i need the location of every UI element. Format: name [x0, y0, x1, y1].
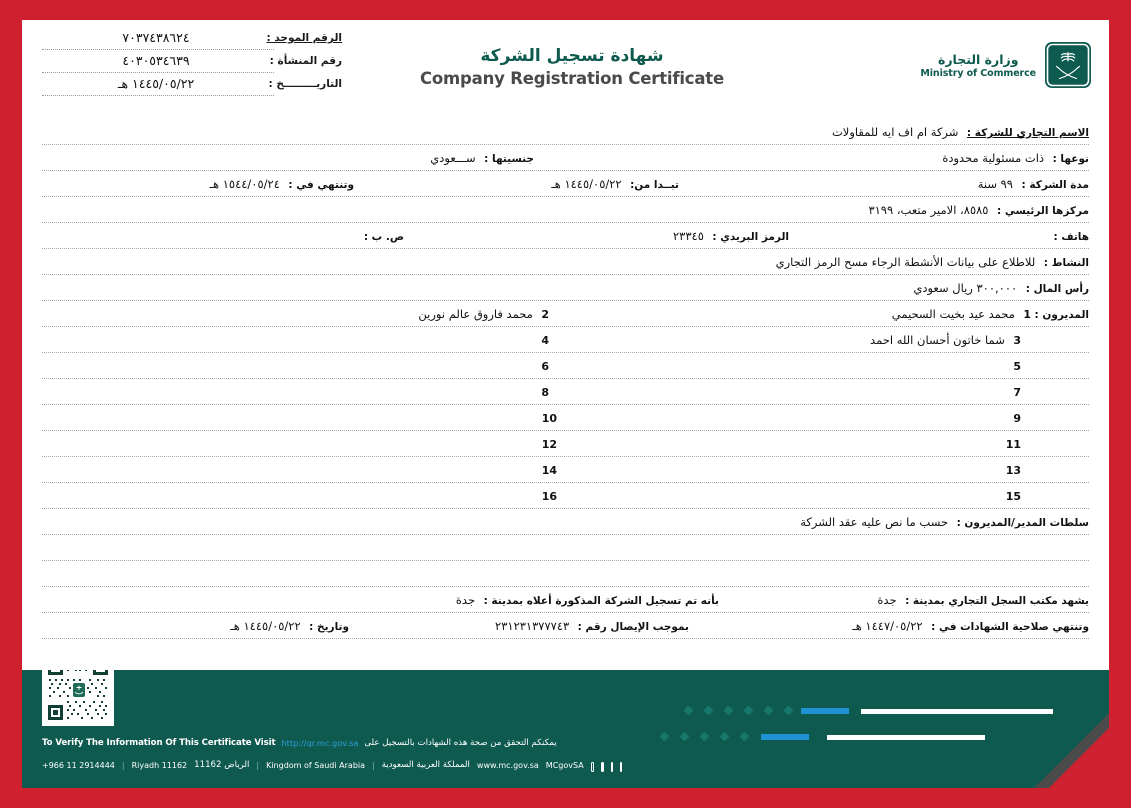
receipt-date-field — [225, 619, 349, 633]
manager-name — [532, 463, 542, 477]
headquarters-label: مركزها الرئيسي : — [996, 205, 1089, 217]
dotted-rule — [42, 534, 1089, 535]
managers-field-9 — [1003, 411, 1021, 425]
headquarters-value: ٨٥٨٥، الامير متعب، ٣١٩٩ — [868, 203, 989, 217]
divider: | — [121, 760, 125, 770]
manager-number: 6 — [541, 360, 549, 373]
issue-date-value: ١٤٤٥/٠٥/٢٢ هـ — [117, 76, 195, 91]
diamond-shape — [724, 706, 734, 716]
footer-website[interactable]: www.mc.gov.sa — [476, 760, 539, 770]
manager-number: 15 — [1005, 490, 1021, 503]
footer-verify-line — [42, 738, 602, 748]
header-reference-fields — [42, 32, 342, 101]
capital-field — [908, 281, 1089, 295]
capital-label: رأس المال : — [1025, 283, 1089, 295]
page-corner-fold — [1049, 728, 1109, 788]
manager-powers-label: سلطات المدير/المديرون : — [956, 517, 1089, 529]
start-date-value: ١٤٤٥/٠٥/٢٢ هـ — [551, 177, 622, 191]
expiry-value: ١٤٤٧/٠٥/٢٢ هـ — [852, 619, 923, 633]
manager-number: 16 — [541, 490, 557, 503]
dotted-rule — [42, 170, 1089, 171]
attestation-office-field — [872, 593, 1089, 607]
trade-name-field — [827, 125, 1089, 139]
activity-label: النشاط : — [1043, 257, 1089, 269]
row-trade-name — [22, 124, 1109, 150]
company-type-value: ذات مسئولية محدودة — [942, 151, 1045, 165]
manager-name — [996, 437, 1006, 451]
manager-number: 14 — [541, 464, 557, 477]
dotted-rule — [42, 274, 1089, 275]
nationality-label: جنسيتها : — [484, 153, 534, 165]
title-english: Company Registration Certificate — [420, 69, 724, 88]
activity-value: للاطلاع على بيانات الأنشطة الرجاء مسح الرمز التجاري — [775, 255, 1036, 269]
phone-value — [1043, 229, 1053, 243]
youtube-icon[interactable] — [620, 762, 622, 772]
manager-number: 8 — [541, 386, 549, 399]
attestation-statement-field — [451, 593, 719, 607]
manager-name — [1003, 359, 1013, 373]
row-manager-powers — [22, 514, 1109, 540]
manager-number: 4 — [541, 334, 549, 347]
dotted-rule — [42, 326, 1089, 327]
facebook-icon[interactable] — [601, 762, 603, 772]
diamond-shape — [700, 732, 710, 742]
managers-label: المديرون : — [1034, 309, 1089, 321]
twitter-icon[interactable] — [611, 762, 613, 772]
dotted-rule — [42, 456, 1089, 457]
dotted-rule — [42, 72, 274, 73]
footer-country-english: Kingdom of Saudi Arabia — [266, 760, 366, 770]
row-managers-2 — [22, 332, 1109, 358]
manager-name: محمد عيد بخيت السحيمي — [891, 307, 1015, 321]
dotted-rule — [42, 612, 1089, 613]
footer-city-english: Riyadh 11162 — [131, 760, 188, 770]
row-expiry-receipt — [22, 618, 1109, 644]
manager-number: 2 — [541, 308, 549, 321]
footer-decoration — [649, 698, 1069, 758]
row-managers-5 — [22, 410, 1109, 436]
dotted-rule — [42, 378, 1089, 379]
manager-name — [532, 437, 542, 451]
managers-field-10 — [532, 411, 557, 425]
header-field-entity-number — [42, 55, 342, 78]
manager-name — [1003, 385, 1013, 399]
managers-field-3 — [865, 333, 1021, 347]
footer-contact-line — [42, 760, 622, 770]
row-managers-4 — [22, 384, 1109, 410]
managers-field-11 — [996, 437, 1021, 451]
blue-bar — [801, 708, 849, 714]
diamond-shape — [740, 732, 750, 742]
manager-number: 9 — [1013, 412, 1021, 425]
company-type-field — [937, 151, 1089, 165]
managers-field-5 — [1003, 359, 1021, 373]
manager-powers-value: حسب ما نص عليه عقد الشركة — [800, 515, 949, 529]
dotted-rule — [42, 49, 274, 50]
manager-powers-field — [795, 515, 1089, 529]
managers-field-7 — [1003, 385, 1021, 399]
row-spacer-2 — [22, 566, 1109, 592]
qr-code-image — [45, 670, 111, 723]
diamond-shape — [784, 706, 794, 716]
row-managers-1 — [22, 306, 1109, 332]
attestation-office-city: جدة — [877, 593, 897, 607]
dotted-rule — [42, 482, 1089, 483]
managers-field-8 — [531, 385, 549, 399]
unified-number-value: ٧٠٣٧٤٣٨٦٢٤ — [122, 30, 190, 45]
certificate-sheet — [22, 20, 1109, 788]
end-date-value: ١٥٤٤/٠٥/٢٤ هـ — [209, 177, 280, 191]
header-field-date — [42, 78, 342, 101]
ministry-name-english: Ministry of Commerce — [920, 67, 1036, 79]
certificate-body — [22, 124, 1109, 644]
manager-name — [531, 333, 541, 347]
activity-field — [771, 255, 1089, 269]
diamond-shape — [744, 706, 754, 716]
duration-field — [973, 177, 1089, 191]
dotted-rule — [42, 430, 1089, 431]
row-attestation — [22, 592, 1109, 618]
managers-field-12 — [532, 437, 557, 451]
row-capital — [22, 280, 1109, 306]
phone-label: هاتف : — [1053, 231, 1089, 243]
dotted-rule — [42, 638, 1089, 639]
row-duration — [22, 176, 1109, 202]
manager-number: 7 — [1013, 386, 1021, 399]
manager-name: محمد فاروق عالم نورين — [418, 307, 533, 321]
expiry-label: وتنتهي صلاحية الشهادات في : — [931, 621, 1089, 633]
dotted-rule — [42, 222, 1089, 223]
row-managers-8 — [22, 488, 1109, 514]
row-managers-6 — [22, 436, 1109, 462]
receipt-date-label: وتاريخ : — [309, 621, 349, 633]
row-activity — [22, 254, 1109, 280]
end-date-field — [205, 177, 354, 191]
title-arabic: شهادة تسجيل الشركة — [480, 46, 664, 66]
instagram-icon[interactable] — [591, 762, 595, 772]
diamond-shape — [660, 732, 670, 742]
managers-field-16 — [532, 489, 557, 503]
dotted-rule — [42, 586, 1089, 587]
receipt-label: بموجب الإيصال رقم : — [577, 621, 689, 633]
postal-code-label: الرمز البريدي : — [712, 231, 789, 243]
dotted-rule — [42, 404, 1089, 405]
manager-name — [532, 489, 542, 503]
diamond-shape — [684, 706, 694, 716]
row-managers-7 — [22, 462, 1109, 488]
certificate-footer — [22, 670, 1109, 788]
white-bar — [827, 735, 985, 740]
company-type-label: نوعها : — [1052, 153, 1089, 165]
ministry-name — [920, 52, 1036, 79]
duration-label: مدة الشركة : — [1021, 179, 1089, 191]
attestation-office-label: يشهد مكتب السجل التجاري بمدينة : — [905, 595, 1089, 607]
diamond-shape — [764, 706, 774, 716]
row-managers-3 — [22, 358, 1109, 384]
manager-number: 13 — [1005, 464, 1021, 477]
manager-number: 5 — [1013, 360, 1021, 373]
postal-code-value: ٢٣٣٤٥ — [673, 229, 704, 243]
verify-text-english: To Verify The Information Of This Certificate Visit — [42, 738, 276, 748]
managers-field-13 — [996, 463, 1021, 477]
end-date-label: وتنتهي في : — [288, 179, 354, 191]
headquarters-field — [863, 203, 1089, 217]
ministry-logo — [920, 42, 1091, 88]
issue-date-label: التاريـــــــــخ : — [268, 78, 342, 90]
certificate-header — [22, 20, 1109, 120]
managers-field-14 — [532, 463, 557, 477]
receipt-value: ٢٣١٢٣١٣٧٧٧٤٣ — [495, 619, 570, 633]
diamond-shape — [704, 706, 714, 716]
expiry-field — [847, 619, 1089, 633]
dotted-rule — [42, 95, 274, 96]
manager-name: شما خاتون أحسان الله احمد — [870, 333, 1005, 347]
row-headquarters — [22, 202, 1109, 228]
nationality-value: ســـعودي — [430, 151, 476, 165]
postal-code-field — [668, 229, 789, 243]
po-box-label: ص. ب : — [363, 231, 404, 243]
start-date-field — [546, 177, 679, 191]
receipt-field — [490, 619, 689, 633]
footer-city-arabic: الرياض 11162 — [194, 760, 250, 770]
manager-name — [996, 489, 1006, 503]
divider: | — [372, 760, 375, 770]
saudi-emblem-icon — [1045, 42, 1091, 88]
managers-field-6 — [531, 359, 549, 373]
manager-number: 1 — [1023, 308, 1032, 321]
duration-value: ٩٩ سنة — [977, 177, 1013, 191]
dotted-rule — [42, 560, 1089, 561]
header-field-unified-number — [42, 32, 342, 55]
nationality-field — [425, 151, 534, 165]
attestation-statement-label: بأنه تم تسجيل الشركة المذكورة أعلاه بمدينة : — [483, 595, 719, 607]
row-type-nationality — [22, 150, 1109, 176]
dotted-rule — [42, 300, 1089, 301]
po-box-field — [354, 229, 404, 243]
manager-number: 3 — [1013, 334, 1021, 347]
manager-name — [531, 385, 541, 399]
dotted-rule — [42, 196, 1089, 197]
footer-social-handle: MCgovSA — [545, 760, 584, 770]
manager-name — [996, 463, 1006, 477]
manager-name — [1003, 411, 1013, 425]
diamond-shape — [680, 732, 690, 742]
certificate-title — [392, 46, 752, 88]
decoration-row-bottom — [649, 724, 1069, 750]
dotted-rule — [42, 144, 1089, 145]
entity-number-value: ٤٠٣٠٥٣٤٦٣٩ — [122, 53, 190, 68]
dotted-rule — [42, 352, 1089, 353]
footer-phone: +966 11 2914444 — [42, 760, 115, 770]
po-box-value — [354, 229, 364, 243]
diamond-shape — [720, 732, 730, 742]
dotted-rule — [42, 248, 1089, 249]
managers-field-2 — [413, 307, 549, 321]
decoration-row-top — [649, 698, 1069, 724]
verify-url-link[interactable]: http://qr.mc.gov.sa — [281, 738, 359, 748]
row-spacer-1 — [22, 540, 1109, 566]
row-contact — [22, 228, 1109, 254]
entity-number-label: رقم المنشأة : — [269, 55, 342, 67]
manager-name — [531, 359, 541, 373]
unified-number-label: الرقم الموحد : — [266, 32, 342, 44]
trade-name-value: شركة ام اف ايه للمقاولات — [831, 125, 959, 139]
manager-number: 11 — [1005, 438, 1021, 451]
manager-name — [532, 411, 542, 425]
attestation-registered-city: جدة — [455, 593, 476, 607]
ministry-name-arabic: وزارة التجارة — [937, 51, 1019, 67]
verify-text-arabic: يمكنكم التحقق من صحة هذه الشهادات بالتسجيل على — [364, 738, 557, 748]
receipt-date-value: ١٤٤٥/٠٥/٢٢ هـ — [230, 619, 301, 633]
capital-value: ٣٠٠,٠٠٠ ريال سعودي — [913, 281, 1018, 295]
divider: | — [256, 760, 260, 770]
managers-field-4 — [531, 333, 549, 347]
managers-field-1 — [887, 307, 1089, 321]
qr-code[interactable] — [42, 670, 114, 726]
dotted-rule — [42, 508, 1089, 509]
managers-field-15 — [996, 489, 1021, 503]
phone-field — [1043, 229, 1089, 243]
manager-number: 12 — [541, 438, 557, 451]
start-date-label: تبــدا من: — [630, 179, 679, 191]
trade-name-label: الاسم التجاري للشركة : — [966, 127, 1089, 139]
footer-country-arabic: المملكة العربية السعودية — [381, 760, 470, 770]
manager-number: 10 — [541, 412, 557, 425]
blue-bar — [761, 734, 809, 740]
